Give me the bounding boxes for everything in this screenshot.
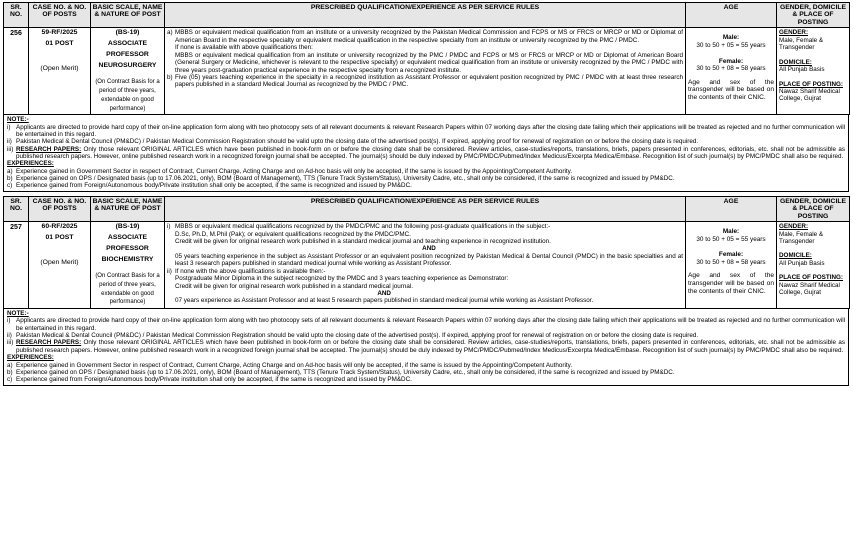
note-label: ii) xyxy=(7,332,12,340)
gender-value: Male, Female & Transgender xyxy=(779,36,824,52)
item-label: i) xyxy=(167,223,171,231)
header-age: AGE xyxy=(686,3,777,28)
qualification-cell xyxy=(165,28,686,115)
note-text: Experience gained in Government Sector in respect of Contract, Current Charge, Acting Charge and on Ad-hoc basis will only be accepted, if the same is issued by the Appointing/Competent Authority. xyxy=(16,361,573,369)
and-separator: AND xyxy=(377,290,391,298)
note-text: Applicants are directed to provide hard copy of their on-line application form along with two photocopy sets of all relevant documents & relevant Research Papers within 07 working days after the closing date failing which their applications will be treated as rejected and no further communication will be entertained in this regard. xyxy=(16,317,845,332)
qualification-b xyxy=(167,74,683,89)
note-text: Applicants are directed to provide hard copy of their on-line application form along with two photocopy sets of all relevant documents & relevant Research Papers within 07 working days after the closing date failing which their applications will be treated as rejected and no further communication will be entertained in this regard. xyxy=(16,123,845,138)
contract-note: (On Contract Basis for a period of three years, extendable on good performance) xyxy=(95,273,160,306)
age-male-value: 30 to 50 + 05 = 55 years xyxy=(696,41,766,49)
post-block-257 xyxy=(3,196,849,386)
age-cell xyxy=(686,222,777,309)
age-male-label: Male: xyxy=(722,34,740,42)
open-merit: (Open Merit) xyxy=(40,259,79,267)
subject-name: NEUROSURGERY xyxy=(98,62,157,70)
header-sr-no: SR. NO. xyxy=(4,196,29,221)
and-separator: AND xyxy=(422,245,436,253)
basic-scale: (BS-19) xyxy=(115,223,140,231)
age-male-value: 30 to 50 + 05 = 55 years xyxy=(696,235,766,243)
age-male-label: Male: xyxy=(722,228,740,236)
item-label: a) xyxy=(167,29,173,37)
note-title: NOTE:- xyxy=(7,116,29,124)
note-item xyxy=(7,317,845,332)
note-text: Experience gained in Government Sector in respect of Contract, Current Charge, Acting Charge and on Ad-hoc basis will only be accepted, if the same is issued by the Appointing/Competent Authority. xyxy=(16,167,573,175)
age-female-value: 30 to 50 + 08 = 58 years xyxy=(696,65,766,73)
post-table-257 xyxy=(3,196,850,309)
header-age: AGE xyxy=(686,196,777,221)
post-title-line1: ASSOCIATE xyxy=(107,40,148,48)
age-transgender-note: Age and sex of the transgender will be based on the contents of their CNIC. xyxy=(688,272,774,295)
note-label: iii) xyxy=(7,145,14,153)
note-text: Experience gained on OPS / Designated basis (up to 17.06.2021, only), BOM (Board of Management), TTS (Tenure Track System/Status), University Cadre, etc., shall only be considered, if the same is recognized and issued by PM&DC. xyxy=(16,368,675,376)
qualification-cell xyxy=(165,222,686,309)
domicile-label: DOMICILE: xyxy=(779,58,812,66)
gender-label: GENDER: xyxy=(779,29,809,37)
header-gender: GENDER, DOMICILE & PLACE OF POSTING xyxy=(777,196,850,221)
case-number: 60-RF/2025 xyxy=(41,223,78,231)
case-cell xyxy=(29,222,91,309)
note-label: b) xyxy=(7,175,13,183)
age-female-label: Female: xyxy=(718,251,744,259)
domicile-value: All Punjab Basis xyxy=(779,66,825,74)
table-header-row xyxy=(4,3,850,28)
note-label: b) xyxy=(7,368,13,376)
qualification-text: Postgraduate Minor Diploma in the subject recognized by the PMDC and 3 years teaching experience as Demonstrator: xyxy=(175,275,509,283)
item-label: ii) xyxy=(167,267,172,275)
qualification-text: Five (05) years teaching experience in the specialty in a recognized institution as Assistant Professor or equivalent position recognized by PMC / PMDC with at least three research papers published in a standard Medical Journal as recognized by the PMDC / PMC. xyxy=(175,73,683,89)
note-text: Experience gained from Foreign/Autonomous body/Private institution shall only be accepted, if the same is recognized and issued by PM&DC. xyxy=(16,376,412,384)
note-text: Only those relevant ORIGINAL ARTICLES which have been published in book-form on or before the closing date shall be considered. Review articles, case-studies/reports, translations, briefs, papers presented in conferences, editorials, etc. shall not be admissible as published research papers. However, online published research work in a recognized foreign journal shall be accepted. The journal(s) should be duly indexed by PMC/PMDC/Pubmed/Index Medicus/Excerpta Medica/Embase. Recognition list of such journal(s) by PMC/PMDC shall also be required. xyxy=(16,339,845,354)
qualification-text: MBBS or equivalent medical qualification from an institute or a university recognized by the Pakistan Medical Commission and FCPS or MS or FRCS or MRCP or MD or Diplomat of American Board in the respective specialty or equivalent medical qualification in the respective specialty from an institute or university recognized by the PMC / PMDC. xyxy=(175,29,683,44)
item-label: b) xyxy=(167,73,173,81)
posts-count: 01 POST xyxy=(45,234,74,242)
post-block-256 xyxy=(3,2,849,192)
qualification-text: 05 years teaching experience in the subject as Assistant Professor or an equivalent position recognized by Pakistan Medical & Dental Council (PMDC) in the basic specialties and at least 3 research papers published in standard medical journal while working as Assistant Professor. xyxy=(175,252,683,268)
qualification-text: MBBS or equivalent medical qualification from an institute or university recognized by the PMC / PMDC and FCPS or MS or FRCS or MRCP or MD or Diplomat of American Board (General Surgery or Medicine, whichever is relevant to the respective specialty) or equivalent medical qualification from an institute or university recognized by the PMC / PMDC with three years post-graduation practical experience in the respective specialty from a recognized institute. xyxy=(175,51,683,74)
qualification-text: If none with the above qualifications is available then:- xyxy=(175,267,326,275)
posting-value: Nawaz Sharif Medical College, Gujrat xyxy=(779,87,840,103)
post-table-256 xyxy=(3,2,850,115)
header-sr-no: SR. NO. xyxy=(4,3,29,28)
domicile-value: All Punjab Basis xyxy=(779,259,825,267)
table-header-row xyxy=(4,196,850,221)
note-item xyxy=(7,332,845,339)
note-label: i) xyxy=(7,123,11,131)
post-title-line2: PROFESSOR xyxy=(106,245,149,253)
posting-label: PLACE OF POSTING: xyxy=(779,274,844,282)
qualification-text: 07 years experience as Assistant Professor and at least 5 research papers published in standard medical journal while working as Assistant Professor. xyxy=(175,297,594,305)
header-qualification: PRESCRIBED QUALIFICATION/EXPERIENCE AS PER SERVICE RULES xyxy=(165,3,686,28)
age-female-label: Female: xyxy=(718,57,744,65)
notes-section xyxy=(3,115,849,192)
gender-label: GENDER: xyxy=(779,223,809,231)
basic-scale: (BS-19) xyxy=(115,29,140,37)
header-basic-scale: BASIC SCALE, NAME & NATURE OF POST xyxy=(91,3,165,28)
header-case-no: CASE NO. & NO. OF POSTS xyxy=(29,196,91,221)
qualification-a xyxy=(167,29,683,74)
table-row xyxy=(4,28,850,115)
experiences-title: EXPERIENCES: xyxy=(7,160,54,168)
gender-cell xyxy=(777,28,850,115)
experience-item xyxy=(7,362,845,369)
qualification-text: MBBS or equivalent medical qualifications recognized by the PMDC/PMC and the following post-graduate qualifications in the subject:- xyxy=(175,223,551,231)
note-label: a) xyxy=(7,361,13,369)
note-label: i) xyxy=(7,317,11,325)
notes-section xyxy=(3,309,849,386)
age-transgender-note: Age and sex of the transgender will be based on the contents of their CNIC. xyxy=(688,78,774,102)
note-label: a) xyxy=(7,167,13,175)
note-text: Experience gained from Foreign/Autonomous body/Private institution shall only be accepted, if the same is recognized and issued by PM&DC. xyxy=(16,182,412,190)
research-papers-label: RESEARCH PAPERS: xyxy=(16,339,82,347)
post-title-line1: ASSOCIATE xyxy=(107,234,148,242)
qualification-i xyxy=(167,223,683,268)
open-merit: (Open Merit) xyxy=(40,65,79,73)
contract-note: (On Contract Basis for a period of three years, extendable on good performance) xyxy=(95,79,160,112)
experiences-title: EXPERIENCES: xyxy=(7,354,54,362)
posts-count: 01 POST xyxy=(45,40,74,48)
experience-item xyxy=(7,369,845,376)
header-qualification: PRESCRIBED QUALIFICATION/EXPERIENCE AS PER SERVICE RULES xyxy=(165,196,686,221)
experience-item xyxy=(7,376,845,383)
research-papers-label: RESEARCH PAPERS: xyxy=(16,145,82,153)
note-item xyxy=(7,339,845,354)
qualification-ii xyxy=(167,268,683,305)
note-text: Pakistan Medical & Dental Council (PM&DC) / Pakistan Medical Commission Registration should be valid upto the closing date of the advertised post(s). If expired, applying proof for renewal of registration on or before the closing date is required. xyxy=(16,332,699,340)
sr-number: 256 xyxy=(4,28,29,115)
qualification-text: If none is available with above qualifications then: xyxy=(175,44,313,52)
domicile-label: DOMICILE: xyxy=(779,252,812,260)
note-item xyxy=(7,138,845,145)
note-label: c) xyxy=(7,376,13,384)
case-cell xyxy=(29,28,91,115)
note-text: Experience gained on OPS / Designated basis (up to 17.06.2021, only), BOM (Board of Management), TTS (Tenure Track System/Status), University Cadre, etc., shall only be considered, if the same is recognized and issued by PM&DC. xyxy=(16,175,675,183)
age-cell xyxy=(686,28,777,115)
post-title-line2: PROFESSOR xyxy=(106,51,149,59)
experience-item xyxy=(7,168,845,175)
note-item xyxy=(7,146,845,161)
header-gender: GENDER, DOMICILE & PLACE OF POSTING xyxy=(777,3,850,28)
gender-value: Male, Female & Transgender xyxy=(779,230,824,246)
posting-value: Nawaz Sharif Medical College, Gujrat xyxy=(779,281,840,297)
experience-item xyxy=(7,182,845,189)
note-label: c) xyxy=(7,182,13,190)
header-case-no: CASE NO. & NO. OF POSTS xyxy=(29,3,91,28)
scale-cell xyxy=(91,222,165,309)
sr-number: 257 xyxy=(4,222,29,309)
subject-name: BIOCHEMISTRY xyxy=(101,256,154,264)
header-basic-scale: BASIC SCALE, NAME & NATURE OF POST xyxy=(91,196,165,221)
note-text: Pakistan Medical & Dental Council (PM&DC) / Pakistan Medical Commission Registration should be valid upto the closing date of the advertised post(s). If expired, applying proof for renewal of registration on or before the closing date is required. xyxy=(16,138,699,146)
table-row xyxy=(4,222,850,309)
note-title: NOTE:- xyxy=(7,310,29,318)
qualification-text: Credit will be given for original research work published in a standard medical journal. xyxy=(175,282,414,290)
note-text: Only those relevant ORIGINAL ARTICLES which have been published in book-form on or before the closing date shall be considered. Review articles, case-studies/reports, translations, briefs, papers presented in conferences, editorials, etc. shall not be admissible as published research papers. However, online published research work in a recognized foreign journal shall be accepted. The journal(s) should be duly indexed by PMC/PMDC/Pubmed/Index Medicus/Excerpta Medica/Embase. Recognition list of such journal(s) by PMC/PMDC shall also be required. xyxy=(16,145,845,161)
experience-item xyxy=(7,175,845,182)
age-female-value: 30 to 50 + 08 = 58 years xyxy=(696,258,766,266)
qualification-text: Credit will be given for original research work published in a standard medical journal and teaching experience in recognized institution. xyxy=(175,238,551,246)
case-number: 59-RF/2025 xyxy=(41,29,78,37)
note-label: iii) xyxy=(7,339,14,347)
note-item xyxy=(7,124,845,139)
note-label: ii) xyxy=(7,138,12,146)
scale-cell xyxy=(91,28,165,115)
qualification-text: D.Sc, Ph.D, M.Phil (Pak); or equivalent qualifications recognized by the PMDC/PMC. xyxy=(175,230,411,238)
posting-label: PLACE OF POSTING: xyxy=(779,80,844,88)
gender-cell xyxy=(777,222,850,309)
